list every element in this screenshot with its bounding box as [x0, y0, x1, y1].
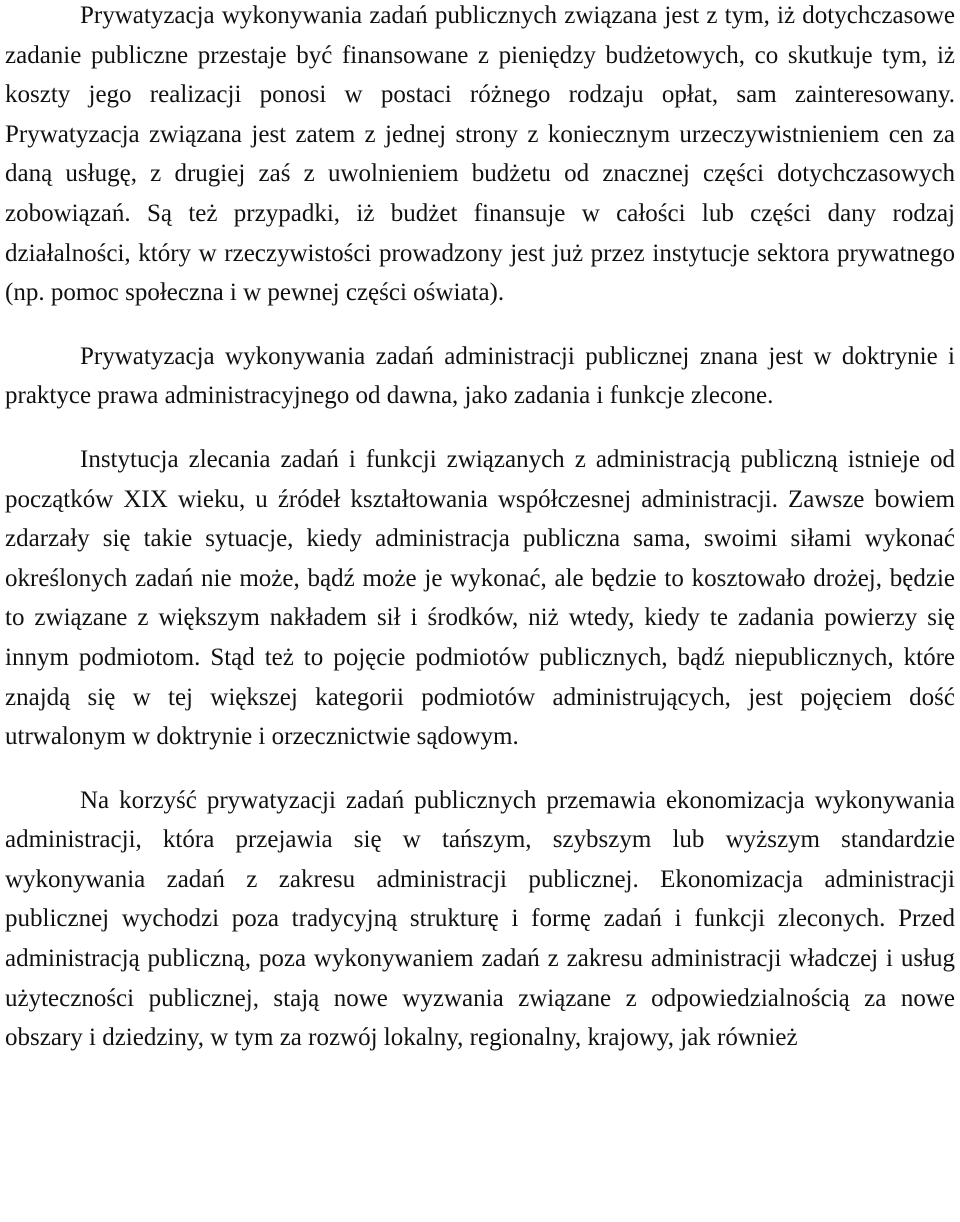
document-page [5, 0, 955, 1058]
paragraph-commissioned-tasks: Prywatyzacja wykonywania zadań administracji publicznej znana jest w doktrynie i praktyce prawa administracyjnego od dawna, jako zadania i funkcje zlecone. [5, 342, 955, 410]
paragraph-privatization-financing: Prywatyzacja wykonywania zadań publicznych związana jest z tym, iż dotychczasowe zadanie publiczne przestaje być finansowane z pieniędzy budżetowych, co skutkuje tym, iż koszty jego realizacji ponosi w postaci różnego rodzaju opłat, sam zainteresowany. Prywatyzacja związana jest zatem z jednej strony z koniecznym urzeczywistnieniem cen za daną usługę, z drugiej zaś z uwolnieniem budżetu od znacznej części dotychczasowych zobowiązań. Są też przypadki, iż budżet finansuje w całości lub części dany rodzaj działalności, który w rzeczywistości prowadzony jest już przez instytucje sektora prywatnego (np. pomoc społeczna i w pewnej części oświata). [5, 2, 955, 307]
paragraph-commissioning-institution: Instytucja zlecania zadań i funkcji związanych z administracją publiczną istnieje od początków XIX wieku, u źródeł kształtowania współczesnej administracji. Zawsze bowiem zdarzały się takie sytuacje, kiedy administracja publiczna sama, swoimi siłami wykonać określonych zadań nie może, bądź może je wykonać, ale będzie to kosztowało drożej, będzie to związane z większym nakładem sił i środków, niż wtedy, kiedy te zadania powierzy się innym podmiotom. Stąd też to pojęcie podmiotów publicznych, bądź niepublicznych, które znajdą się w tej większej kategorii podmiotów administrujących, jest pojęciem dość utrwalonym w doktrynie i orzecznictwie sądowym. [5, 445, 955, 751]
paragraph-economization: Na korzyść prywatyzacji zadań publicznych przemawia ekonomizacja wykonywania administracji, która przejawia się w tańszym, szybszym lub wyższym standardzie wykonywania zadań z zakresu administracji publicznej. Ekonomizacja administracji publicznej wychodzi poza tradycyjną strukturę i formę zadań i funkcji zleconych. Przed administracją publiczną, poza wykonywaniem zadań z zakresu administracji władczej i usług użyteczności publicznej, stają nowe wyzwania związane z odpowiedzialnością za nowe obszary i dziedziny, w tym za rozwój lokalny, regionalny, krajowy, jak również [5, 786, 955, 1052]
paragraph-gap [5, 757, 955, 781]
paragraph-gap [5, 313, 955, 337]
paragraph-gap [5, 416, 955, 440]
